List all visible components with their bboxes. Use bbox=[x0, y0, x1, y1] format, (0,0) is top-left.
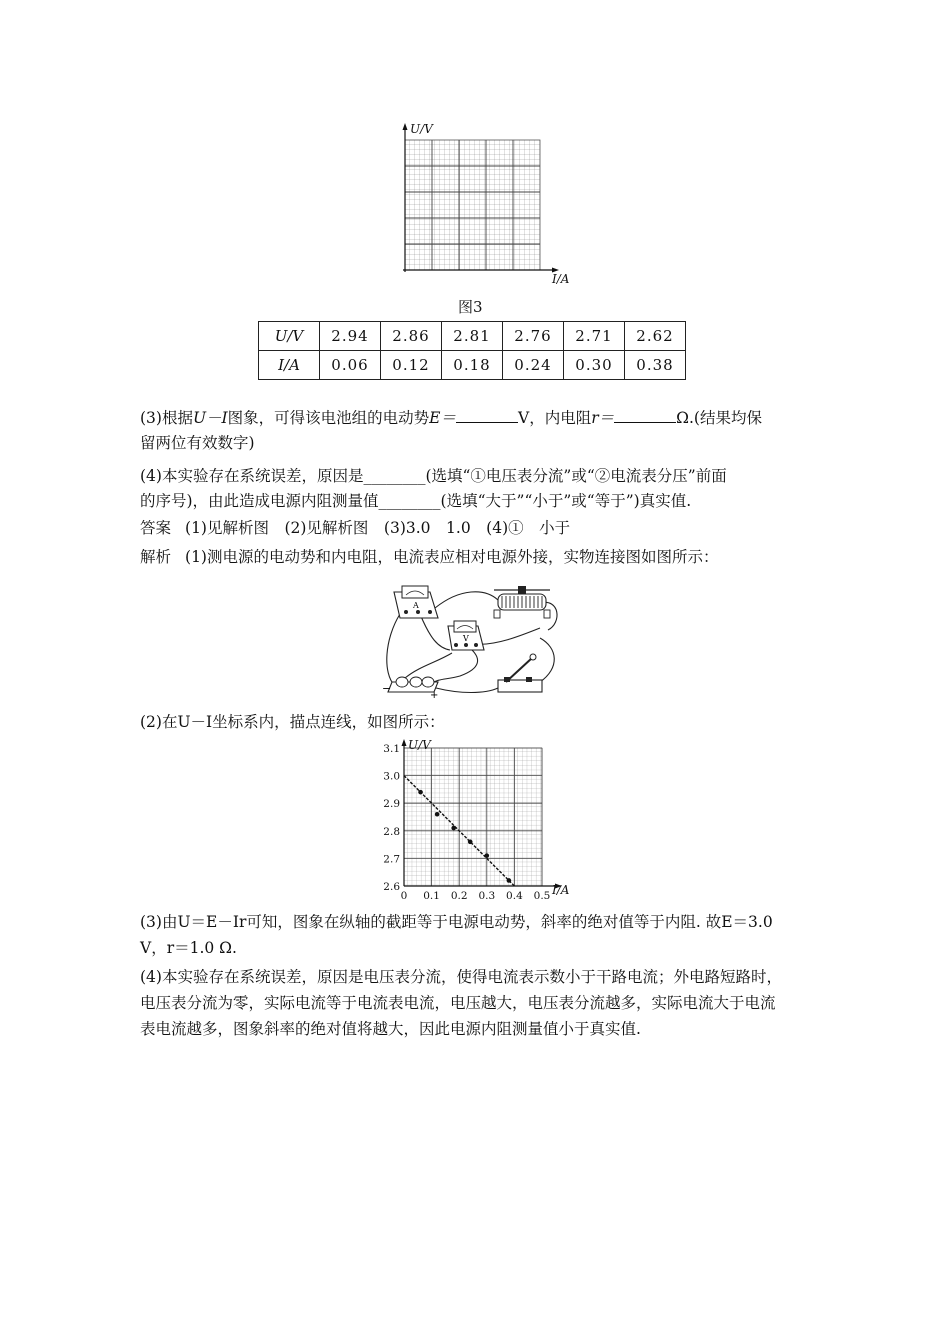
table-row-i bbox=[259, 351, 686, 380]
battery-plus-label: + bbox=[430, 690, 439, 698]
ui-chart-y-tick-label: 2.7 bbox=[383, 853, 400, 866]
analysis-line-3a: (3)由U＝E－Ir可知，图象在纵轴的截距等于电源电动势，斜率的绝对值等于内阻. 故E＝3.0 bbox=[140, 913, 773, 931]
ui-chart-y-tick-label: 2.6 bbox=[383, 881, 400, 893]
ui-chart-y-tick-label: 3.0 bbox=[383, 770, 400, 783]
wire bbox=[475, 628, 540, 644]
ui-chart-y-axis-label: U/V bbox=[408, 738, 431, 752]
answer-label: 答案 bbox=[140, 519, 172, 537]
table-cell: 2.76 bbox=[503, 322, 564, 351]
ui-chart-data-point bbox=[507, 878, 512, 883]
table-cell: 0.24 bbox=[503, 351, 564, 380]
figure3-grid-area bbox=[405, 140, 540, 270]
ammeter-label: A bbox=[413, 601, 419, 610]
question-4-line-1: (4)本实验存在系统误差，原因是________(选填“①电压表分流”或“②电流表分压”前面 bbox=[140, 467, 727, 485]
question-3-line-2: 留两位有效数字) bbox=[140, 434, 255, 452]
ui-chart-grid-area bbox=[404, 748, 542, 886]
ui-chart-data-point bbox=[435, 812, 440, 817]
table-cell: 2.94 bbox=[320, 322, 381, 351]
table-cell: 2.81 bbox=[442, 322, 503, 351]
figure3-y-axis-label: U/V bbox=[410, 122, 433, 136]
wire bbox=[435, 592, 498, 608]
ui-chart-x-tick-label: 0.1 bbox=[423, 890, 440, 902]
ui-chart-data-point bbox=[468, 840, 473, 845]
table-row-u bbox=[259, 322, 686, 351]
analysis-line-4c: 表电流越多，图象斜率的绝对值将越大，因此电源内阻测量值小于真实值. bbox=[140, 1020, 641, 1038]
answer-blank-emf[interactable] bbox=[456, 408, 518, 423]
table-header-i: I/A bbox=[259, 351, 320, 380]
circuit-diagram bbox=[380, 578, 570, 698]
switch-icon bbox=[498, 654, 542, 692]
ui-chart-y-tick-label: 2.8 bbox=[383, 825, 400, 838]
analysis-line-2: (2)在U－I坐标系内，描点连线，如图所示： bbox=[140, 713, 445, 731]
ui-chart-y-arrow bbox=[402, 739, 407, 746]
ui-chart-data-point bbox=[485, 853, 490, 858]
ui-chart-data-point bbox=[418, 790, 423, 795]
wire bbox=[436, 688, 498, 693]
ui-chart-x-tick-label: 0.3 bbox=[478, 890, 496, 902]
answer-blank-resistance[interactable] bbox=[614, 408, 676, 423]
table-cell: 2.71 bbox=[564, 322, 625, 351]
table-cell: 0.38 bbox=[625, 351, 686, 380]
table-cell: 2.62 bbox=[625, 322, 686, 351]
ui-chart-x-axis-label: I/A bbox=[552, 883, 570, 897]
table-cell: 0.06 bbox=[320, 351, 381, 380]
analysis-line-1: 解析 (1)测电源的电动势和内电阻，电流表应相对电源外接，实物连接图如图所示： bbox=[140, 548, 719, 566]
table-cell: 0.30 bbox=[564, 351, 625, 380]
table-header-u: U/V bbox=[259, 322, 320, 351]
figure3-x-axis-label: I/A bbox=[552, 272, 570, 286]
analysis-line-4b: 电压表分流为零，实际电流等于电流表电流，电压越大，电压表分流越多，实际电流大于电流 bbox=[140, 994, 776, 1012]
figure3-caption: 图3 bbox=[458, 298, 483, 316]
data-table bbox=[258, 321, 686, 380]
ui-chart-x-tick-label: 0.4 bbox=[506, 890, 523, 902]
question-4-line-2: 的序号)，由此造成电源内阻测量值________(选填“大于”“小于”或“等于”)真实值. bbox=[140, 492, 692, 510]
wire bbox=[405, 653, 452, 678]
wire bbox=[430, 650, 478, 684]
ui-chart-x-tick-label: 0.2 bbox=[450, 890, 468, 902]
analysis-line-3b: V，r＝1.0 Ω. bbox=[140, 939, 237, 957]
figure3-empty-grid bbox=[395, 120, 575, 290]
question-3-line-1: (3)根据U－I图象，可得该电池组的电动势E＝ V，内电阻r＝ Ω.(结果均保 bbox=[140, 409, 762, 427]
battery-minus-label: − bbox=[382, 682, 392, 695]
table-cell: 2.86 bbox=[381, 322, 442, 351]
analysis-line-4a: (4)本实验存在系统误差，原因是电压表分流，使得电流表示数小于干路电流；外电路短路时， bbox=[140, 968, 782, 986]
rheostat-icon bbox=[494, 586, 550, 618]
wire bbox=[540, 638, 554, 682]
ui-chart-y-tick-label: 2.9 bbox=[383, 798, 400, 811]
ui-chart-x-tick-label: 0 bbox=[400, 890, 408, 902]
table-cell: 0.18 bbox=[442, 351, 503, 380]
ui-chart bbox=[380, 738, 580, 903]
figure3-y-arrow bbox=[403, 123, 408, 130]
answer-line bbox=[140, 516, 570, 540]
table-cell: 0.12 bbox=[381, 351, 442, 380]
ui-chart-x-tick-label: 0.5 bbox=[533, 890, 551, 902]
analysis-label: 解析 bbox=[140, 548, 172, 566]
wire bbox=[420, 614, 450, 650]
answer-text: (1)见解析图 (2)见解析图 (3)3.0 1.0 (4)① 小于 bbox=[185, 519, 571, 537]
ui-chart-data-point bbox=[451, 826, 456, 831]
ui-chart-y-tick-label: 3.1 bbox=[383, 743, 400, 755]
wire bbox=[387, 614, 400, 686]
voltmeter-label: V bbox=[463, 634, 469, 643]
